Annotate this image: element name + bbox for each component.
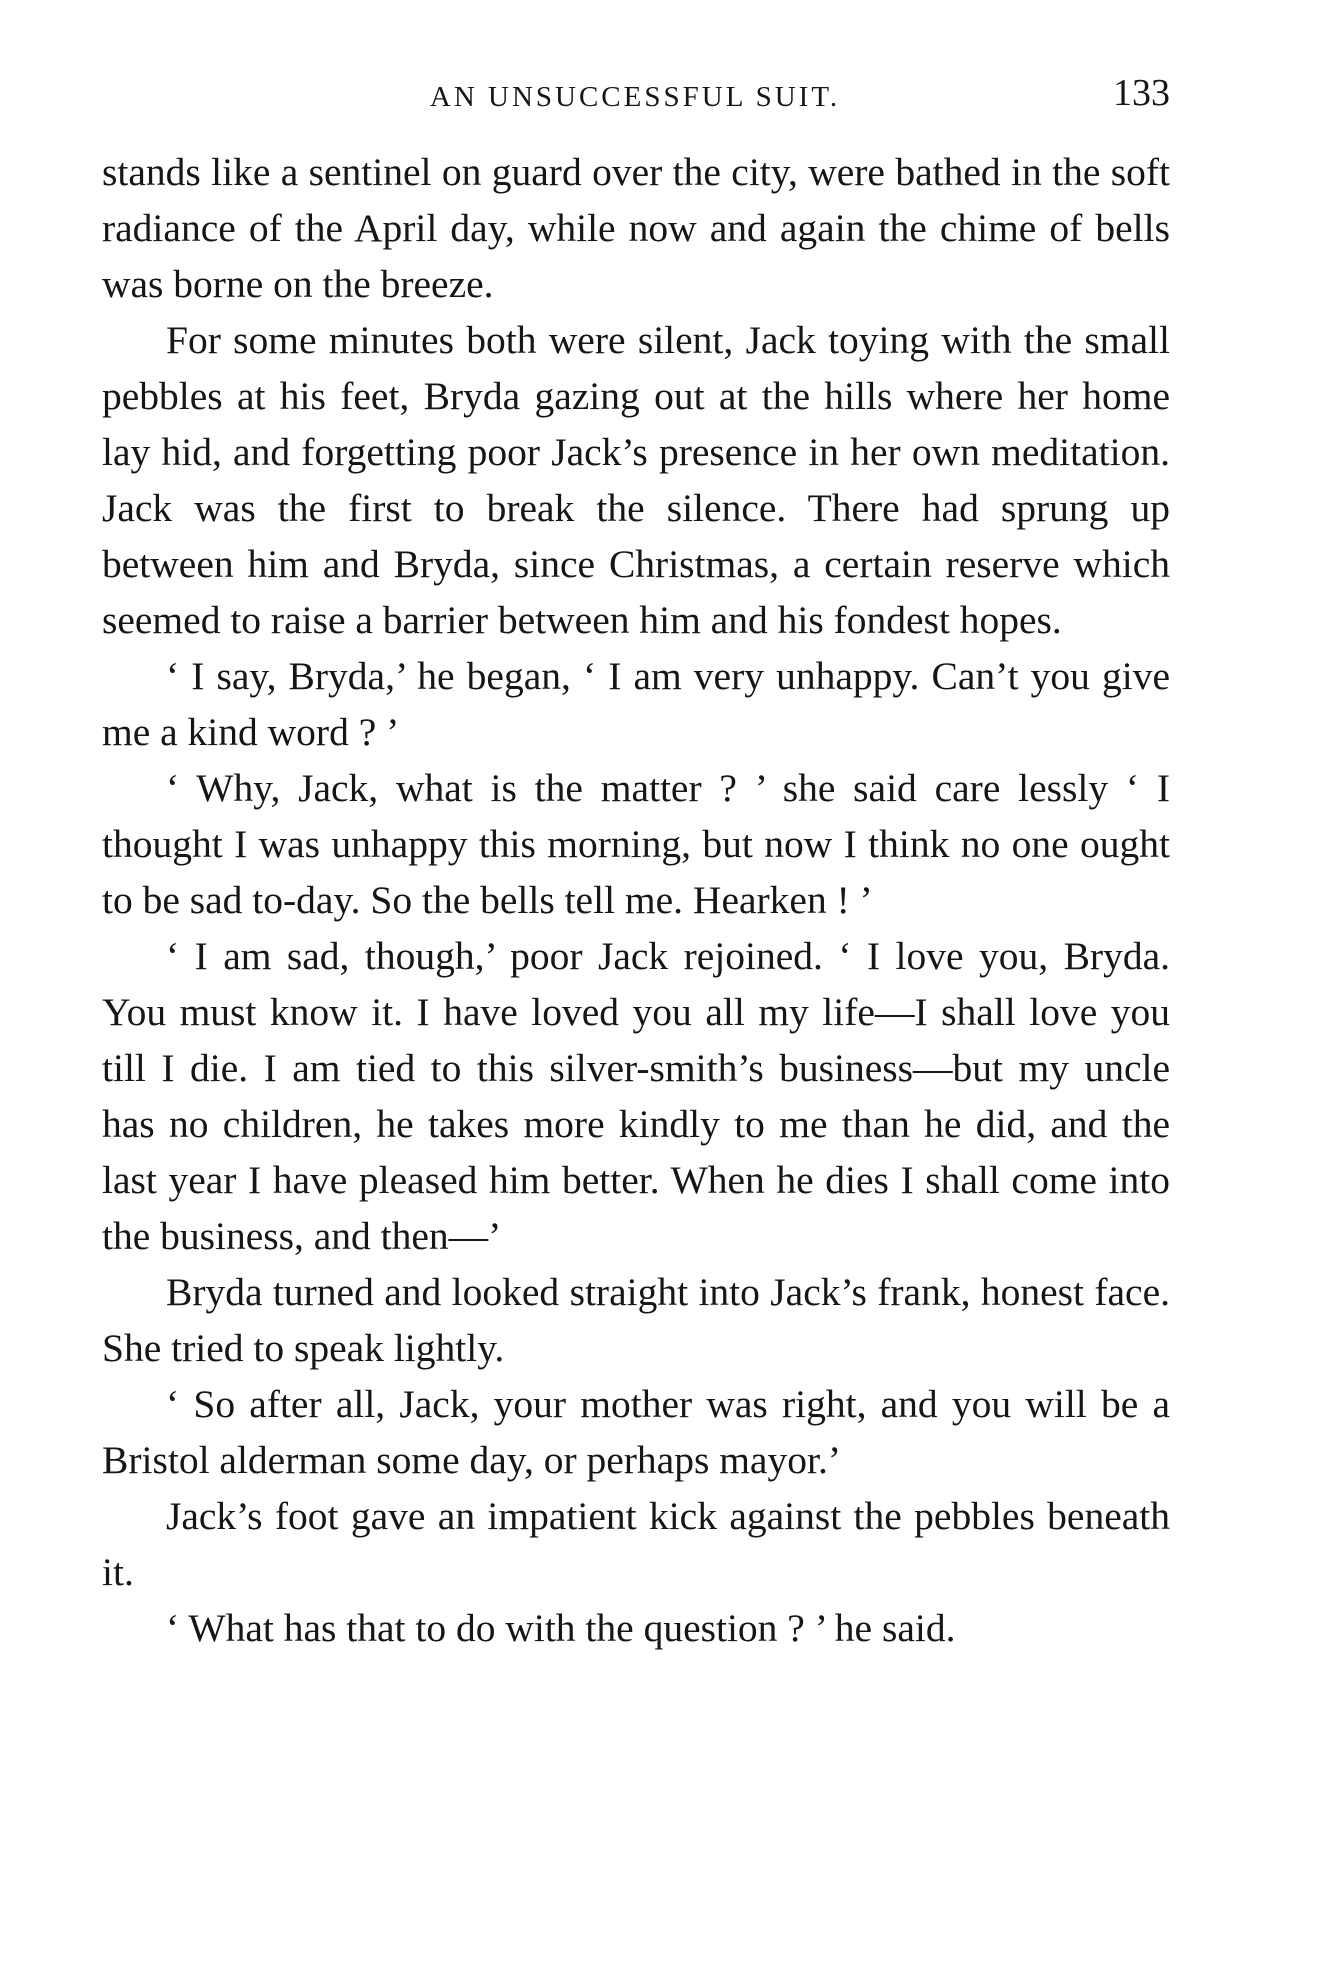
paragraph: ‘ I am sad, though,’ poor Jack rejoined. ‘ I love you, Bryda. You must know it. I have loved you all my life—I shall love you till I die. I am tied to this silver-smith’s business—but my uncle has no children, he takes more kindly to me than he did, and the last year I have pleased him better. When he dies I shall come into the business, and then—’ bbox=[102, 934, 1170, 1258]
paragraph: ‘ So after all, Jack, your mother was right, and you will be a Bristol alderman some day, or perhaps mayor.’ bbox=[102, 1382, 1170, 1482]
paragraph: ‘ I say, Bryda,’ he began, ‘ I am very unhappy. Can’t you give me a kind word ? ’ bbox=[102, 654, 1170, 754]
paragraph: ‘ Why, Jack, what is the matter ? ’ she said care lessly ‘ I thought I was unhappy this morning, but now I think no one ought to be sad to-day. So the bells tell me. Hearken ! ’ bbox=[102, 766, 1170, 922]
running-head bbox=[100, 72, 1170, 122]
paragraph: stands like a sentinel on guard over the city, were bathed in the soft radiance of the April day, while now and again the chime of bells was borne on the breeze. bbox=[102, 150, 1170, 306]
paragraph: Bryda turned and looked straight into Jack’s frank, honest face. She tried to speak lightly. bbox=[102, 1270, 1170, 1370]
body-text bbox=[102, 144, 1170, 1656]
paragraph: Jack’s foot gave an impatient kick against the pebbles beneath it. bbox=[102, 1494, 1170, 1594]
page-number: 133 bbox=[1113, 72, 1170, 114]
paragraph: For some minutes both were silent, Jack toying with the small pebbles at his feet, Bryda gazing out at the hills where her home lay hid, and forgetting poor Jack’s presence in her own meditation. Jack was the first to break the silence. There had sprung up between him and Bryda, since Christmas, a certain reserve which seemed to raise a barrier between him and his fondest hopes. bbox=[102, 318, 1170, 642]
running-title: AN UNSUCCESSFUL SUIT. bbox=[429, 81, 841, 113]
paragraph: ‘ What has that to do with the question ? ’ he said. bbox=[166, 1606, 956, 1650]
